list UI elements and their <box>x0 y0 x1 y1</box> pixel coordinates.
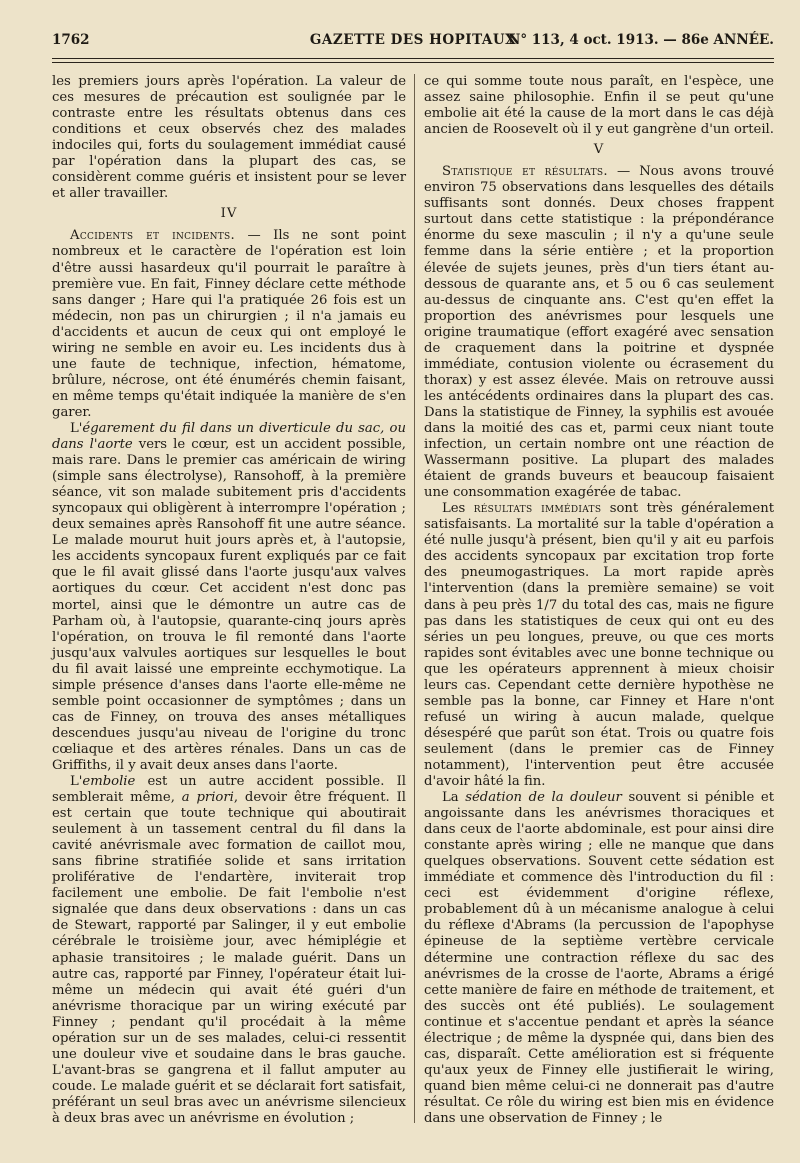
paragraph-lead-accidents: Accidents et incidents. <box>70 228 236 244</box>
page-number: 1762 <box>52 32 90 48</box>
journal-title: GAZETTE DES HOPITAUX <box>309 32 517 48</box>
header-rule-thin <box>52 62 774 63</box>
paragraph-embolie <box>52 774 406 1127</box>
paragraph-text: vers le cœur, est un accident possible, mais rare. Dans le premier cas américain de wiring (simple sans électrolyse), Ransohoff, à la première séance, vit son malade subitement pris d'accidents syncopaux qui obligèrent à interrompre l'opération ; deux semaines après Ransohoff fit une autre séance. Le malade mourut huit jours après et, à l'autopsie, les accidents syncopaux furent expliqués par ce fait que le fil avait glissé dans l'aorte jusqu'aux valves aortiques du cœur. Cet accident n'est donc pas mortel, ainsi que le démontre un autre cas de Parham où, à l'autopsie, quarante-cinq jours après l'opération, on trouva le fil remonté dans l'aorte jusqu'aux valvules aortiques sur lesquelles le bout du fil avait laissé une empreinte ecchymotique. La simple présence d'anses dans l'aorte elle-même ne semble point occasionner de symptômes ; dans un cas de Finney, on trouva des anses métalliques descendues jusqu'au niveau de l'origine du tronc cœliaque et des artères rénales. Dans un cas de Griffiths, il y avait deux anses dans l'aorte. <box>52 437 406 773</box>
page-header <box>52 32 774 56</box>
paragraph-text: L' <box>70 774 83 790</box>
paragraph-lead-resultats: résultats immédiats <box>473 501 602 517</box>
paragraph-text: Les <box>442 501 474 517</box>
paragraph-resultats <box>424 501 774 790</box>
italic-phrase: a priori <box>181 790 234 806</box>
paragraph-text: sont très généralement satisfaisants. La mortalité sur la table d'opération a été nulle jusqu'à présent, bien qu'il y ait eu parfois des accidents syncopaux par excitation trop forte des pneumogastriques. La mort rapide après l'intervention (dans la première semaine) se voit dans à peu près 1/7 du total des cas, mais ne figure pas dans les statistiques de ceux qui ont eu des séries un peu longues, preuve, ou que ces morts rapides sont évitables avec une bonne technique ou que les opérateurs apprennent à mieux choisir leurs cas. Cependant cette dernière hypothèse ne semble pas la bonne, car Finney et Hare n'ont refusé un wiring à aucun malade, quelque désespéré que parût son état. Trois ou quatre fois seulement (dans le premier cas de Finney notamment), l'intervention peut être accusée d'avoir hâté la fin. <box>424 501 775 790</box>
section-heading-v: V <box>593 142 605 158</box>
paragraph-text: L' <box>70 420 83 436</box>
paragraph-continued: ce qui somme toute nous paraît, en l'espèce, une assez saine philosophie. Enfin il se peut qu'une embolie ait été la cause de la mort dans le cas déjà ancien de Roosevelt où il y eut gangrène d'un orteil. <box>424 74 774 138</box>
right-column <box>424 74 774 1127</box>
paragraph-egarement <box>52 421 406 774</box>
paragraph-intro: les premiers jours après l'opération. La valeur de ces mesures de précaution est soulignée par le contraste entre les résultats obtenus dans ces conditions et ceux observés chez des malades indociles qui, forts du soulagement immédiat causé par l'opération dans la plupart des cas, se considèrent comme guéris et insistent pour se lever et aller travailler. <box>52 74 406 202</box>
section-heading-iv: IV <box>220 206 238 222</box>
paragraph-text: — Nous avons trouvé environ 75 observations dans lesquelles des détails suffisants sont donnés. Deux choses frappent surtout dans cette statistique : la prépondérance énorme du sexe masculin ; il n'y a qu'une seule femme dans la série entière ; et la proportion élevée de sujets jeunes, près d'un tiers étant au-dessous de quarante ans, et 5 ou 6 cas seulement au-dessus de cinquante ans. C'est qu'en effet la proportion des anévrismes pour lesquels une origine traumatique (effort exagéré avec sensation de craquement dans la poitrine et dyspnée immédiate, contusion violente ou écrasement du thorax) y est assez élevée. Mais on retrouve aussi les antécédents ordinaires dans la plupart des cas. Dans la statistique de Finney, la syphilis est avouée dans la moitié des cas et, parmi ceux niant toute infection, un certain nombre ont une réaction de Wassermann positive. La plupart des malades étaient de grands buveurs et beaucoup faisaient une consommation exagérée de tabac. <box>424 164 774 501</box>
header-rule <box>52 58 774 59</box>
paragraph-text: — Ils ne sont point nombreux et le caractère de l'opération est loin d'être aussi hasardeux qu'il pourrait le paraître à première vue. En fait, Finney déclare cette méthode sans danger ; Hare qui l'a pratiquée 26 fois est un médecin, non pas un chirurgien ; il n'a jamais eu d'accidents et aucun de ceux qui ont employé le wiring ne semble en avoir eu. Les incidents dus à une faute de technique, infection, hématome, brûlure, nécrose, ont été énumérés chemin faisant, en même temps qu'était indiquée la manière de s'en garer. <box>52 228 406 420</box>
paragraph-text: souvent si pénible et angoissante dans les anévrismes thoraciques et dans ceux de l'aorte abdominale, est pour ainsi dire constante après wiring ; elle ne manque que dans quelques observations. Souvent cette sédation est immédiate et commence dès l'introduction du fil : ceci est évidemment d'origine réflexe, probablement dû à un mécanisme analogue à celui du réflexe d'Abrams (la percussion de l'apophyse épineuse de la septième vertèbre cervicale détermine une contraction réflexe du sac des anévrismes de la crosse de l'aorte, Abrams a érigé cette manière de faire en méthode de traitement, et des succès ont été publiés). Le soulagement continue et s'accentue pendant et après la séance électrique ; de même la dyspnée qui, dans bien des cas, disparaît. Cette amélioration est si fréquente qu'aux yeux de Finney elle justifierait le wiring, quand bien même celui-ci ne donnerait pas d'autre résultat. Ce rôle du wiring est bien mis en évidence dans une observation de Finney ; le <box>424 790 775 1126</box>
left-column <box>52 74 406 1127</box>
paragraph-sedation <box>424 790 774 1127</box>
column-divider <box>414 74 415 1123</box>
italic-phrase: sédation de la douleur <box>465 790 622 806</box>
italic-phrase: égarement du fil dans un diverticule du sac, ou dans l'aorte <box>52 420 406 453</box>
paragraph-accidents <box>52 228 406 421</box>
paragraph-text: La <box>442 790 466 806</box>
paragraph-statistique <box>424 164 774 501</box>
italic-phrase: embolie <box>82 774 136 790</box>
paragraph-text: est un autre accident possible. Il semblerait même, <box>52 774 406 806</box>
issue-info: N° 113, 4 oct. 1913. — 86e ANNÉE. <box>507 32 774 48</box>
paragraph-text: , devoir être fréquent. Il est certain que toute technique qui aboutirait seulement à un tassement central du fil dans la cavité anévrismale avec formation de caillot mou, sans fibrine stratifiée solide et sans irritation proliférative de l'endartère, inviterait trop facilement une embolie. De fait l'embolie n'est signalée que dans deux observations : dans un cas de Stewart, rapporté par Salinger, il y eut embolie cérébrale le troisième jour, avec hémiplégie et aphasie transitoires ; le malade guérit. Dans un autre cas, rapporté par Finney, l'opérateur était lui-même un médecin qui avait été guéri d'un anévrisme thoracique par un wiring exécuté par Finney ; pendant qu'il procédait à la même opération sur un de ses malades, celui-ci ressentit une douleur vive et soudaine dans le bras gauche. L'avant-bras se gangrena et il fallut amputer au coude. Le malade guérit et se déclarait fort satisfait, préférant un seul bras avec un anévrisme silencieux à deux bras avec un anévrisme en évolution ; <box>52 790 406 1126</box>
paragraph-lead-statistique: Statistique et résultats. <box>442 164 608 180</box>
